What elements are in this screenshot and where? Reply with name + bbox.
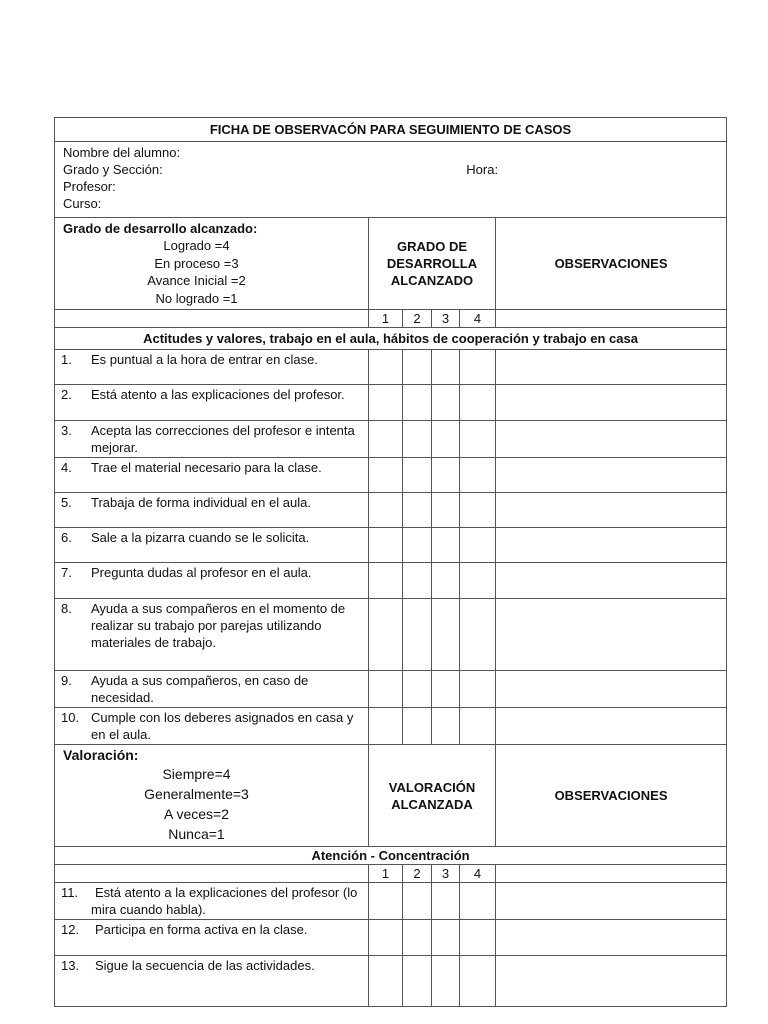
rating-cell[interactable] — [432, 458, 460, 493]
scale-blank — [496, 310, 727, 328]
table-row — [55, 599, 727, 671]
items-group-1 — [55, 350, 727, 745]
rating-cell[interactable] — [432, 883, 460, 920]
criterion-cell — [55, 883, 369, 920]
rating-cell[interactable] — [369, 350, 403, 385]
table-row — [55, 458, 727, 493]
rating-cell[interactable] — [403, 493, 432, 528]
scale-row — [55, 310, 727, 328]
rating-cell[interactable] — [403, 671, 432, 708]
rating-cell[interactable] — [432, 956, 460, 1007]
scale-number: 1 — [369, 865, 403, 883]
legend-values — [55, 237, 361, 307]
rating-cell[interactable] — [432, 493, 460, 528]
grade-section-label: Grado y Sección: — [63, 162, 163, 177]
table-row — [55, 528, 727, 563]
rating-cell[interactable] — [432, 708, 460, 745]
rating-cell[interactable] — [369, 458, 403, 493]
legend-value: A veces=2 — [164, 806, 229, 822]
criterion-text: Está atento a la explicaciones del profesor (lo mira cuando habla). — [91, 885, 358, 917]
rating-cell[interactable] — [432, 920, 460, 956]
table-row — [55, 421, 727, 458]
criterion-number: 13. — [61, 958, 80, 973]
rating-cell[interactable] — [432, 350, 460, 385]
rating-cell[interactable] — [432, 385, 460, 421]
rating-cell[interactable] — [460, 956, 496, 1007]
scale-number: 2 — [403, 865, 432, 883]
development-legend — [55, 218, 369, 310]
scale-blank — [55, 865, 369, 883]
observation-cell[interactable] — [496, 458, 727, 493]
rating-cell[interactable] — [403, 350, 432, 385]
criterion-cell — [55, 599, 369, 671]
table-row — [55, 385, 727, 421]
scale-blank — [496, 865, 727, 883]
criterion-cell — [55, 458, 369, 493]
criterion-number: 12. — [61, 922, 80, 937]
criterion-number: 7. — [61, 565, 72, 580]
valuation-values — [55, 764, 361, 844]
criterion-text: Trabaja de forma individual en el aula. — [91, 495, 311, 510]
student-info — [55, 142, 727, 218]
rating-cell[interactable] — [403, 421, 432, 458]
table-row — [55, 671, 727, 708]
observation-cell[interactable] — [496, 563, 727, 599]
rating-cell[interactable] — [460, 350, 496, 385]
criterion-cell — [55, 493, 369, 528]
criterion-text: Ayuda a sus compañeros, en caso de necesidad. — [91, 673, 309, 705]
criterion-number: 2. — [61, 387, 72, 402]
rating-cell[interactable] — [432, 563, 460, 599]
form-title: FICHA DE OBSERVACÓN PARA SEGUIMIENTO DE CASOS — [55, 118, 727, 142]
observation-cell[interactable] — [496, 883, 727, 920]
valuation-legend — [55, 745, 369, 847]
criterion-number: 9. — [61, 673, 72, 688]
criterion-text: Acepta las correcciones del profesor e intenta mejorar. — [91, 423, 355, 455]
rating-cell[interactable] — [460, 599, 496, 671]
scale-number: 2 — [403, 310, 432, 328]
legend-value: Nunca=1 — [168, 826, 225, 842]
rating-cell[interactable] — [460, 708, 496, 745]
legend-value: En proceso =3 — [154, 255, 239, 271]
observations-header: OBSERVACIONES — [496, 218, 727, 310]
criterion-text: Cumple con los deberes asignados en casa y en el aula. — [91, 710, 354, 742]
scale-number: 1 — [369, 310, 403, 328]
rating-cell[interactable] — [460, 671, 496, 708]
observation-cell[interactable] — [496, 708, 727, 745]
criterion-number: 8. — [61, 601, 72, 616]
legend-heading: Grado de desarrollo alcanzado: — [63, 221, 258, 236]
criterion-text: Sale a la pizarra cuando se le solicita. — [91, 530, 310, 545]
criterion-cell — [55, 385, 369, 421]
table-row — [55, 493, 727, 528]
rating-cell[interactable] — [460, 493, 496, 528]
legend-value: Generalmente=3 — [144, 786, 249, 802]
observations-header-2: OBSERVACIONES — [496, 745, 727, 847]
criterion-text: Ayuda a sus compañeros en el momento de realizar su trabajo por parejas utilizando materiales de trabajo. — [91, 601, 346, 650]
criterion-number: 10. — [61, 710, 80, 725]
criterion-cell — [55, 528, 369, 563]
observation-cell[interactable] — [496, 421, 727, 458]
section-heading-attitudes: Actitudes y valores, trabajo en el aula, hábitos de cooperación y trabajo en casa — [55, 328, 727, 350]
rating-cell[interactable] — [460, 385, 496, 421]
scale-number: 4 — [460, 865, 496, 883]
rating-cell[interactable] — [432, 421, 460, 458]
rating-cell[interactable] — [369, 599, 403, 671]
student-name-label: Nombre del alumno: — [63, 145, 181, 160]
valuation-column-header: VALORACIÓN ALCANZADA — [369, 745, 496, 847]
scale-number: 3 — [432, 310, 460, 328]
table-row — [55, 563, 727, 599]
observation-cell[interactable] — [496, 956, 727, 1007]
criterion-cell — [55, 956, 369, 1007]
observation-form — [54, 117, 727, 1007]
rating-cell[interactable] — [369, 385, 403, 421]
items-group-2 — [55, 883, 727, 1007]
rating-cell[interactable] — [460, 563, 496, 599]
criterion-cell — [55, 421, 369, 458]
scale-blank — [55, 310, 369, 328]
observation-cell[interactable] — [496, 671, 727, 708]
legend-value: Logrado =4 — [163, 238, 230, 253]
criterion-text: Pregunta dudas al profesor en el aula. — [91, 565, 312, 580]
observation-cell[interactable] — [496, 528, 727, 563]
rating-cell[interactable] — [369, 883, 403, 920]
rating-cell[interactable] — [369, 920, 403, 956]
rating-cell[interactable] — [403, 385, 432, 421]
criterion-cell — [55, 350, 369, 385]
rating-cell[interactable] — [403, 708, 432, 745]
legend-value: Siempre=4 — [162, 766, 231, 782]
rating-cell[interactable] — [432, 528, 460, 563]
criterion-cell — [55, 563, 369, 599]
table-row — [55, 350, 727, 385]
teacher-label: Profesor: — [63, 179, 116, 194]
rating-cell[interactable] — [403, 883, 432, 920]
rating-cell[interactable] — [369, 708, 403, 745]
criterion-cell — [55, 920, 369, 956]
time-label: Hora: — [466, 162, 499, 177]
rating-cell[interactable] — [460, 883, 496, 920]
rating-cell[interactable] — [369, 528, 403, 563]
rating-cell[interactable] — [403, 956, 432, 1007]
course-label: Curso: — [63, 196, 102, 211]
criterion-text: Sigue la secuencia de las actividades. — [95, 958, 315, 973]
rating-cell[interactable] — [369, 493, 403, 528]
observation-cell[interactable] — [496, 385, 727, 421]
criterion-cell — [55, 708, 369, 745]
rating-cell[interactable] — [460, 528, 496, 563]
legend-value: No logrado =1 — [155, 290, 238, 306]
rating-cell[interactable] — [369, 671, 403, 708]
criterion-text: Participa en forma activa en la clase. — [95, 922, 308, 937]
criterion-text: Está atento a las explicaciones del profesor. — [91, 387, 345, 402]
criterion-number: 3. — [61, 423, 72, 438]
table-row — [55, 708, 727, 745]
scale-number: 3 — [432, 865, 460, 883]
rating-cell[interactable] — [403, 920, 432, 956]
criterion-number: 6. — [61, 530, 72, 545]
criterion-number: 5. — [61, 495, 72, 510]
rating-cell[interactable] — [460, 421, 496, 458]
rating-cell[interactable] — [460, 920, 496, 956]
criterion-number: 4. — [61, 460, 72, 475]
observation-cell[interactable] — [496, 599, 727, 671]
rating-cell[interactable] — [460, 458, 496, 493]
rating-cell[interactable] — [432, 599, 460, 671]
rating-cell[interactable] — [432, 671, 460, 708]
rating-cell[interactable] — [403, 563, 432, 599]
table-row — [55, 920, 727, 956]
criterion-number: 1. — [61, 352, 72, 367]
rating-cell[interactable] — [369, 421, 403, 458]
criterion-number: 11. — [61, 885, 79, 900]
valuation-heading: Valoración: — [63, 747, 139, 763]
rating-cell[interactable] — [403, 528, 432, 563]
criterion-text: Trae el material necesario para la clase. — [91, 460, 322, 475]
criterion-text: Es puntual a la hora de entrar en clase. — [91, 352, 318, 367]
rating-cell[interactable] — [403, 599, 432, 671]
section-heading-attention: Atención - Concentración — [55, 847, 727, 865]
observation-cell[interactable] — [496, 493, 727, 528]
table-row — [55, 956, 727, 1007]
grade-column-header: GRADO DE DESARROLLA ALCANZADO — [369, 218, 496, 310]
rating-cell[interactable] — [403, 458, 432, 493]
criterion-cell — [55, 671, 369, 708]
table-row — [55, 883, 727, 920]
observation-cell[interactable] — [496, 350, 727, 385]
scale-number: 4 — [460, 310, 496, 328]
legend-value: Avance Inicial =2 — [147, 273, 246, 288]
rating-cell[interactable] — [369, 956, 403, 1007]
scale-row — [55, 865, 727, 883]
rating-cell[interactable] — [369, 563, 403, 599]
observation-cell[interactable] — [496, 920, 727, 956]
